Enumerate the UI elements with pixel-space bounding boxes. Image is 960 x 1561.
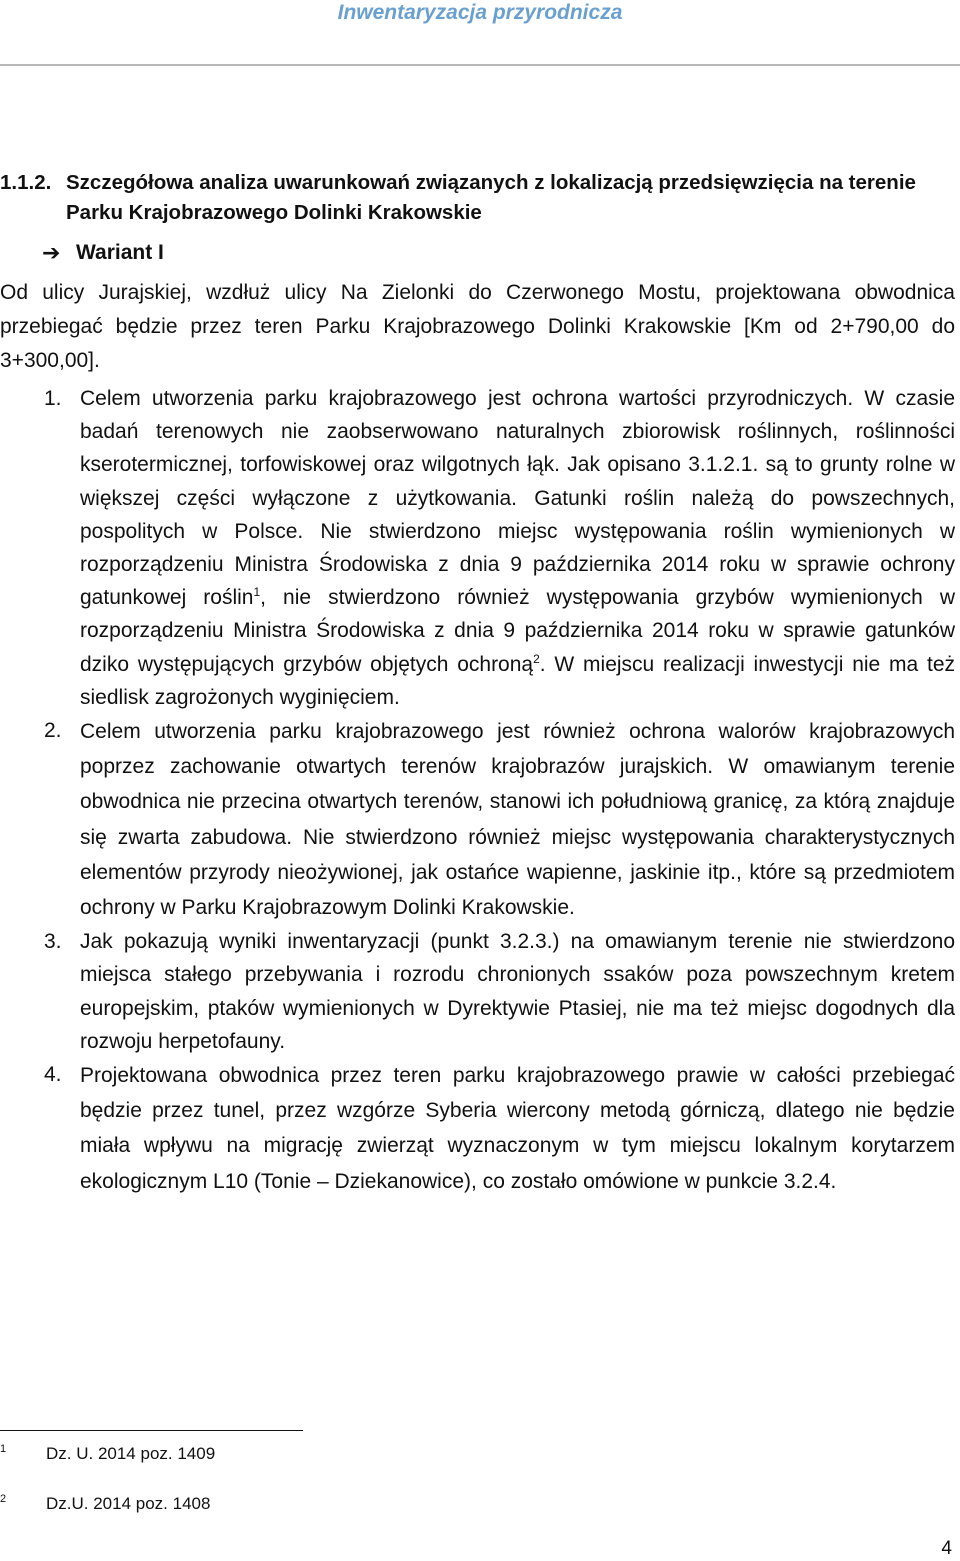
section-title: Szczegółowa analiza uwarunkowań związanych z lokalizacją przedsięwzięcia na terenie Parku Krajobrazowego Dolinki Krakowskie [66,171,916,224]
footnote-text: Dz.U. 2014 poz. 1408 [46,1494,211,1513]
document-body [0,168,955,1199]
footnote-ref-1[interactable]: 1 [253,585,261,600]
list-item-number: 3. [44,930,62,954]
right-arrow-icon: ➔ [42,240,61,265]
footnote-ref-2[interactable]: 2 [533,651,540,666]
running-header-title: Inwentaryzacja przyrodnicza [337,1,623,24]
footnote-divider [0,1430,303,1431]
list-item-text-part: , nie stwierdzono również występowania grzybów wymienionych w rozporządzeniu Ministra Środowiska z dnia 9 października 2014 roku w sprawie gatunków dziko występujących grzybów objętych ochroną [80,586,955,676]
list-item-number: 2. [44,719,62,743]
list-item-text: Jak pokazują wyniki inwentaryzacji (punkt 3.2.3.) na omawianym terenie nie stwierdzono miejsca stałego przebywania i rozrodu chronionych ssaków poza powszechnym kretem europejskim, ptaków wymienionych w Dyrektywie Ptasiej, nie ma też miejsc dogodnych dla rozwoju herpetofauny. [80,930,955,1053]
list-item-text-part: Celem utworzenia parku krajobrazowego jest ochrona wartości przyrodniczych. W czasie badań terenowych nie zaobserwowano naturalnych zbiorowisk roślinnych, roślinności kserotermicznej, torfowiskowej oraz wilgotnych łąk. Jak opisano 3.1.2.1. są to grunty rolne w większej części wyłączone z użytkowania. Gatunki roślin należą do powszechnych, pospolitych w Polsce. Nie stwierdzono miejsc występowania roślin wymienionych w rozporządzeniu Ministra Środowiska z dnia 9 października 2014 roku w sprawie ochrony gatunkowej roślin [80,387,955,610]
list-item-text [80,382,955,714]
page-number: 4 [941,1538,952,1559]
points-list [0,382,955,1199]
list-item-number: 1. [44,387,62,410]
variant-heading [0,236,955,270]
list-item-text: Celem utworzenia parku krajobrazowego jest również ochrona walorów krajobrazowych poprzez zachowanie otwartych terenów krajobrazów jurajskich. W omawianym terenie obwodnica nie przecina otwartych terenów, stanowi ich południową granicę, za którą znajduje się zwarta zabudowa. Nie stwierdzono również miejsc występowania charakterystycznych elementów przyrody nieożywionej, jak ostańce wapienne, jaskinie itp., które są przedmiotem ochrony w Parku Krajobrazowym Dolinki Krakowskie. [80,720,955,920]
list-item [0,925,955,1058]
footnote-text: Dz. U. 2014 poz. 1409 [46,1444,216,1463]
section-number: 1.1.2. [0,171,52,194]
variant-label: Wariant I [76,241,164,264]
intro-paragraph: Od ulicy Jurajskiej, wzdłuż ulicy Na Zielonki do Czerwonego Mostu, projektowana obwodnica przebiegać będzie przez teren Parku Krajobrazowego Dolinki Krakowskie [Km od 2+790,00 do 3+300,00]. [0,281,955,372]
list-item-text-part: . W miejscu realizacji inwestycji nie ma też siedlisk zagrożonych wyginięciem. [80,652,956,709]
list-item-number: 4. [44,1063,62,1087]
list-item-text: Projektowana obwodnica przez teren parku krajobrazowego prawie w całości przebiegać będzie przez tunel, przez wzgórze Syberia wiercony metodą górniczą, dlatego nie będzie miała wpływu na migrację zwierząt wyznaczonym w tym miejscu lokalnym korytarzem ekologicznym L10 (Tonie – Dziekanowice), co zostało omówione w punkcie 3.2.4. [80,1064,955,1193]
list-item [0,382,955,714]
footnote-1: $^1$ Dz. U. 2014 poz. 1409 [0,1443,216,1463]
footnote-2: $^2$ Dz.U. 2014 poz. 1408 [0,1493,211,1513]
list-item [0,714,955,925]
header-divider [0,64,960,66]
section-heading [0,168,955,228]
list-item [0,1058,955,1199]
